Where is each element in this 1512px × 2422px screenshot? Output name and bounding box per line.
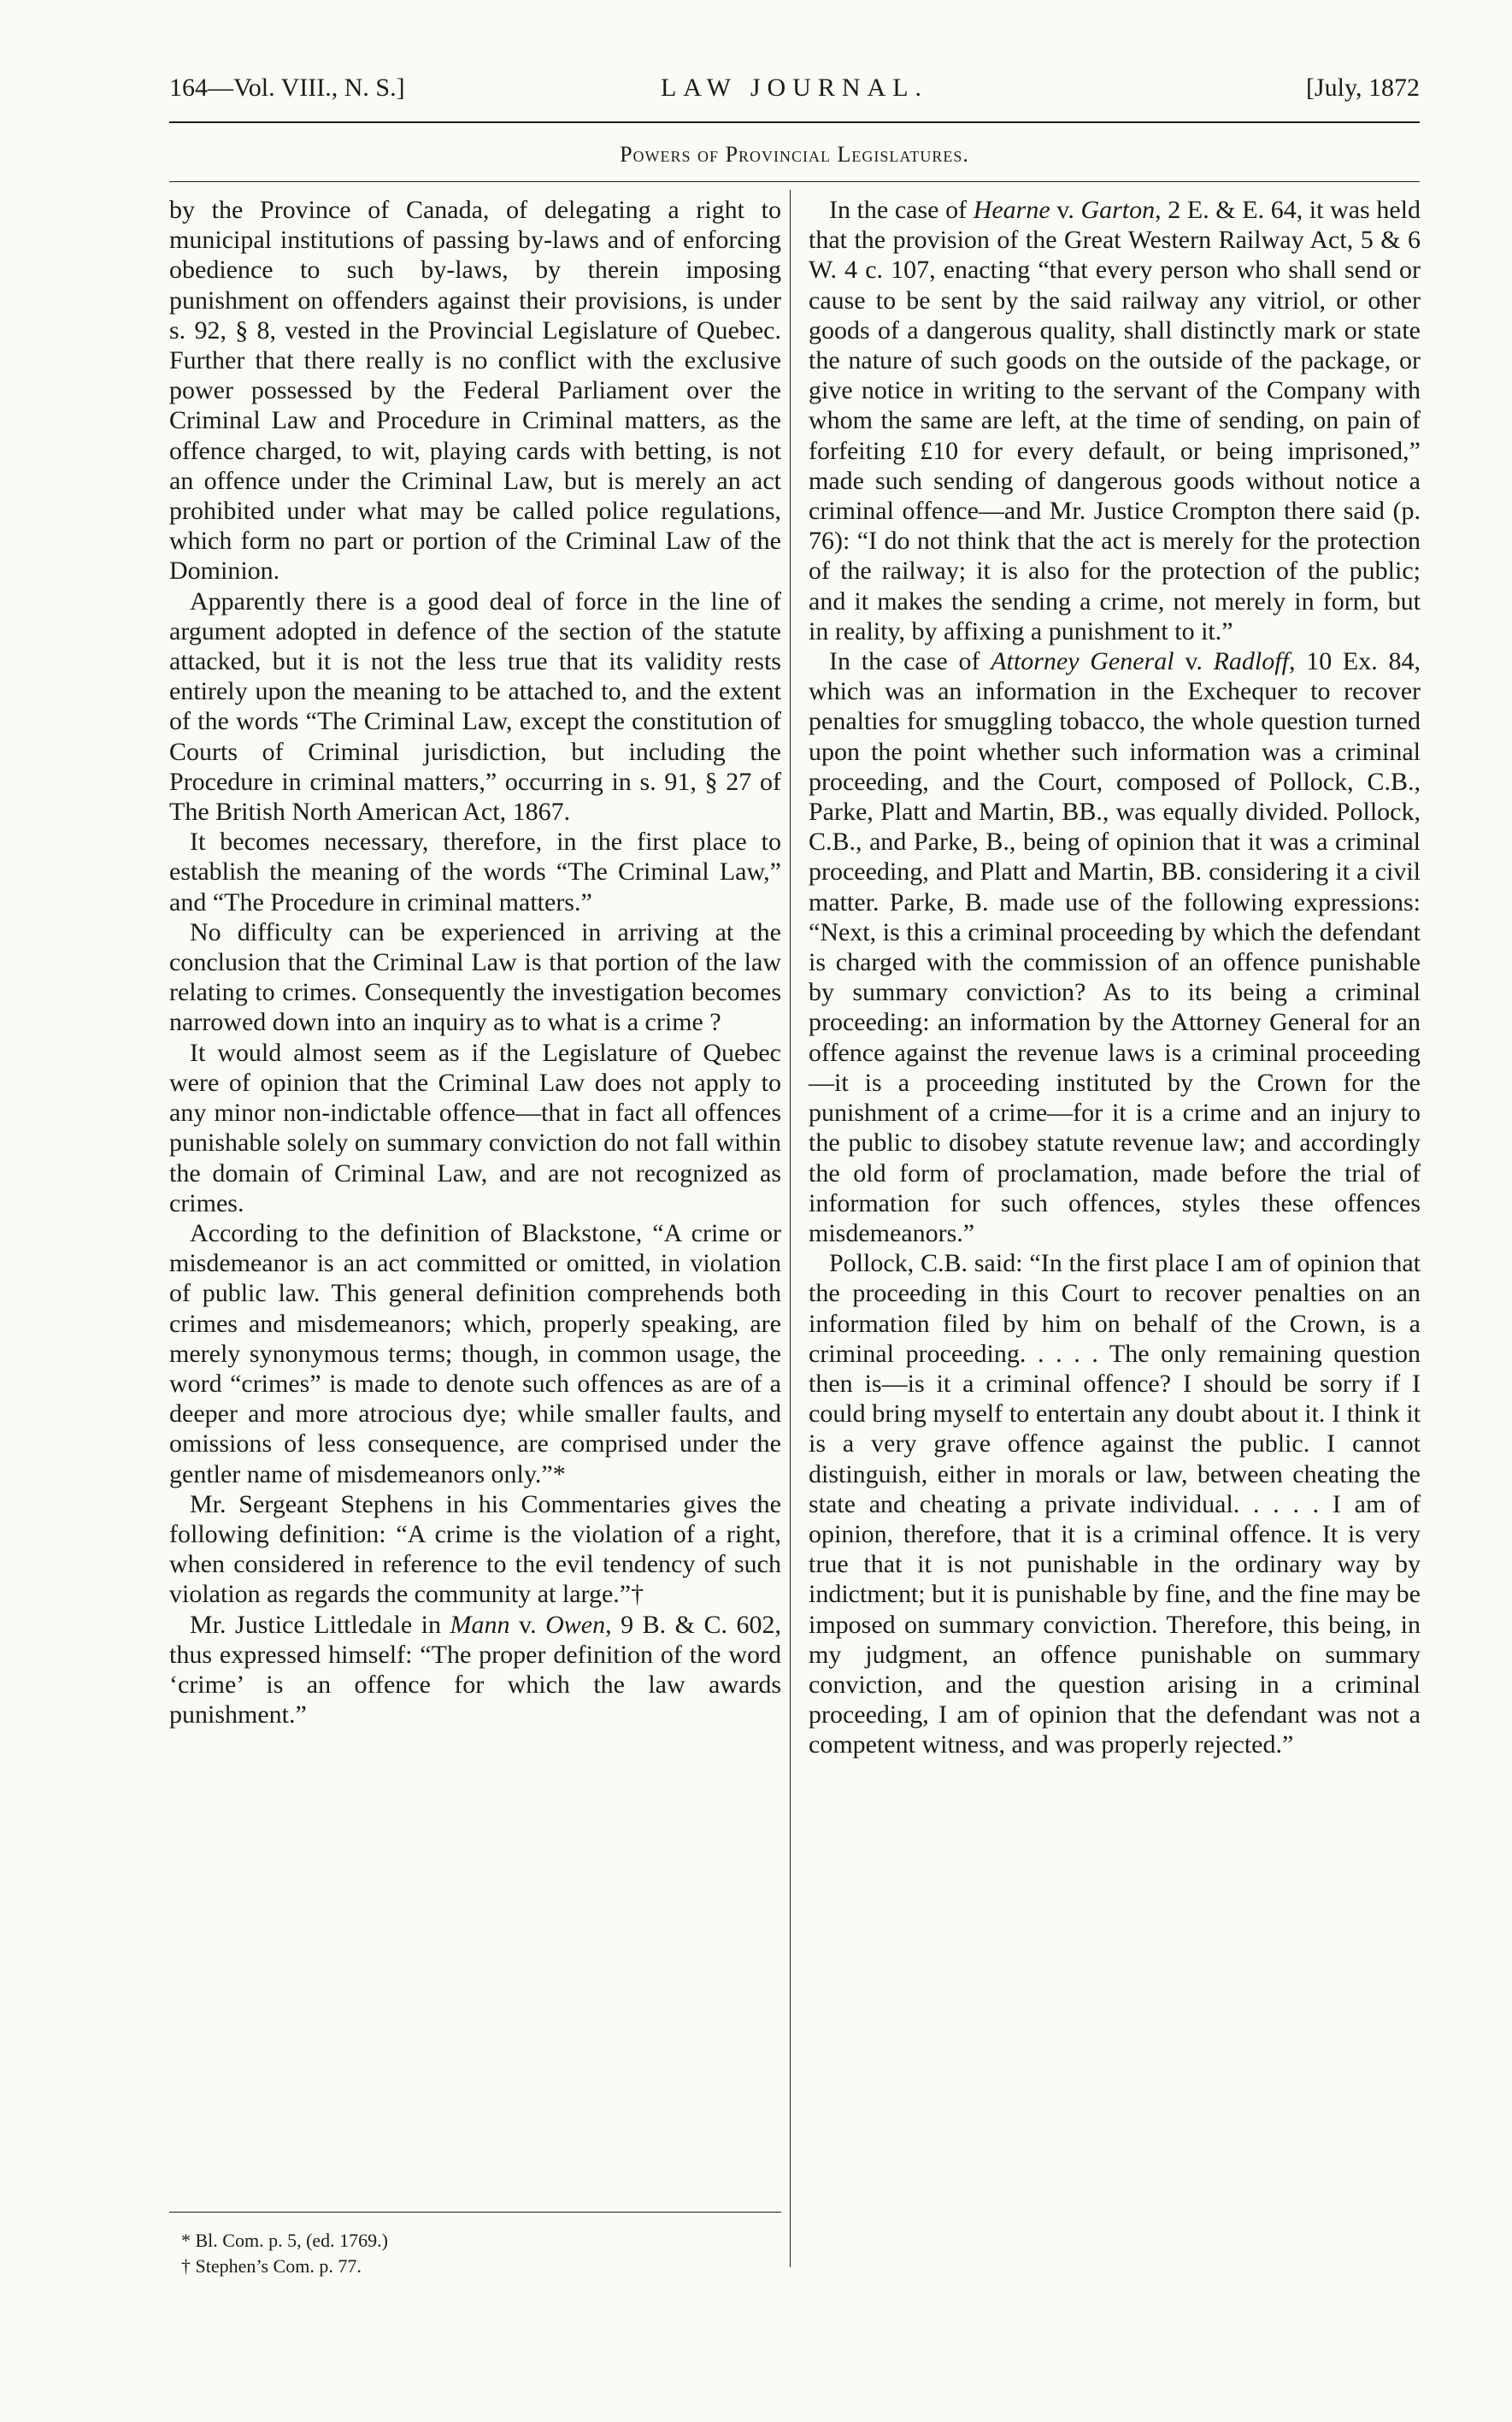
footnote: * Bl. Com. p. 5, (ed. 1769.) [181, 2230, 388, 2251]
paragraph: Mr. Sergeant Stephens in his Commentaries gives the following definition: “A crime is the violation of a right, when considered in reference to the evil tendency of such violation as regards the community at large.”† [169, 1489, 781, 1609]
paragraph: No difficulty can be experienced in arriving at the conclusion that the Criminal Law is that portion of the law relating to crimes. Consequently the investigation becomes narrowed down into an inquiry as to what is a crime ? [169, 917, 781, 1037]
text-run: , 10 Ex. 84, which was an information in the Exchequer to recover penalties for smuggling tobacco, the whole question turned upon the point whether such information was a criminal proceeding, and the Court, composed of Pollock, C.B., Parke, Platt and Martin, BB., was equally divided. Pollock, C.B., and Parke, B., being of opinion that it was a criminal proceeding, and Platt and Martin, BB. considering it a civil matter. Parke, B. made use of the following expressions: “Next, is this a criminal proceeding by which the defendant is charged with the commission of an offence punishable by summary conviction? As to its being a criminal proceeding: an information by the Attorney General for an offence against the revenue laws is a criminal proceeding—it is a proceeding instituted by the Crown for the punishment of a crime—for it is a crime and an injury to the public to disobey statute revenue law; and accordingly the old form of proclamation, made before the trial of information for such offences, styles these offences misdemeanors.” [809, 647, 1421, 1247]
text-run: In the case of [829, 647, 991, 676]
case-name: Hearne [973, 196, 1050, 224]
right-column [809, 195, 1421, 1760]
footnotes [169, 2228, 781, 2279]
paragraph [169, 1610, 781, 1730]
section-title: Powers of Provincial Legislatures. [620, 142, 969, 167]
case-name: Attorney General [991, 647, 1174, 676]
running-head [169, 74, 1420, 125]
paragraph [809, 646, 1421, 1248]
paragraph [809, 195, 1421, 646]
section-rule [169, 181, 1420, 182]
text-run: In the case of [829, 196, 974, 224]
paragraph: According to the definition of Blackstone, “A crime or misdemeanor is an act committed or omitted, in violation of public law. This general definition comprehends both crimes and misdemeanors; which, properly speaking, are merely synonymous terms; though, in common usage, the word “crimes” is made to denote such offences as are of a deeper and more atrocious dye; while smaller faults, and omissions of less consequence, are comprised under the gentler name of misdemeanors only.”* [169, 1218, 781, 1488]
left-column [169, 195, 781, 1730]
column-divider [790, 190, 791, 2267]
case-name: Radloff [1213, 647, 1289, 676]
footnote: † Stephen’s Com. p. 77. [181, 2255, 362, 2277]
footnote-rule [169, 2212, 781, 2213]
paragraph: It becomes necessary, therefore, in the first place to establish the meaning of the words “The Criminal Law,” and “The Procedure in criminal matters.” [169, 828, 781, 916]
case-name: Mann [450, 1610, 510, 1639]
volume-reference: 164—Vol. VIII., N. S.] [169, 74, 405, 102]
journal-title: LAW JOURNAL. [660, 74, 929, 102]
paragraph: by the Province of Canada, of delegating a right to municipal institutions of passing by-laws and of enforcing obedience to such by-laws, by therein imposing punishment on offenders against their provisions, is under s. 92, § 8, vested in the Provincial Legislature of Quebec. Further that there really is no conflict with the exclusive power possessed by the Federal Parliament over the Criminal Law and Procedure in Criminal matters, as the offence charged, to wit, playing cards with betting, is not an offence under the Criminal Law, but is merely an act prohibited under what may be called police regulations, which form no part or portion of the Criminal Law of the Dominion. [169, 196, 781, 586]
text-run: Mr. Justice Littledale in [190, 1610, 450, 1639]
issue-date: [July, 1872 [1305, 74, 1420, 102]
header-rule [169, 121, 1420, 123]
paragraph: Pollock, C.B. said: “In the first place I am of opinion that the proceeding in this Court to recover penalties on an information filed by him on behalf of the Crown, is a criminal proceeding. . . . . The only remaining question then is—is it a criminal offence? I should be sorry if I could bring myself to entertain any doubt about it. I think it is a very grave offence against the public. I cannot distinguish, either in morals or law, between cheating the state and cheating a private individual. . . . . I am of opinion, therefore, that it is a criminal offence. It is very true that it is not punishable in the ordinary way by indictment; but it is punishable by fine, and the fine may be imposed on summary conviction. Therefore, this being, in my judgment, an offence punishable on summary conviction, and the question arising in a criminal proceeding, I am of opinion that the defendant was not a competent witness, and was properly rejected.” [809, 1249, 1421, 1759]
paragraph: Apparently there is a good deal of force in the line of argument adopted in defence of the section of the statute attacked, but it is not the less true that its validity rests entirely upon the meaning to be attached to, and the extent of the words “The Criminal Law, except the constitution of Courts of Criminal jurisdiction, but including the Procedure in criminal matters,” occurring in s. 91, § 27 of The British North American Act, 1867. [169, 586, 781, 827]
case-name: Owen [545, 1610, 606, 1639]
paragraph: It would almost seem as if the Legislature of Quebec were of opinion that the Criminal Law does not apply to any minor non-indictable offence—that in fact all offences punishable solely on summary conviction do not fall within the domain of Criminal Law, and are not recognized as crimes. [169, 1038, 781, 1217]
case-name: Garton [1080, 196, 1156, 224]
text-run: v. [509, 1610, 546, 1639]
text-run: , 9 B. & C. 602, thus expressed himself: “The proper definition of the word ‘crime’ is an offence for which the law awards punishment.” [169, 1610, 781, 1730]
text-run: , 2 E. & E. 64, it was held that the provision of the Great Western Railway Act, 5 & 6 W. 4 c. 107, enacting “that every person who shall send or cause to be sent by the said railway any vitriol, or other goods of a dangerous quality, shall distinctly mark or state the nature of such goods on the outside of the package, or give notice in writing to the servant of the Company with whom the same are left, at the time of sending, on pain of forfeiting £10 for every default, or being imprisoned,” made such sending of dangerous goods without notice a criminal offence—and Mr. Justice Crompton there said (p. 76): “I do not think that the act is merely for the protection of the railway; it is also for the protection of the public; and it makes the sending a crime, not merely in form, but in reality, by affixing a punishment to it.” [809, 196, 1421, 645]
text-run: v. [1174, 647, 1214, 676]
text-run: v. [1050, 196, 1081, 224]
